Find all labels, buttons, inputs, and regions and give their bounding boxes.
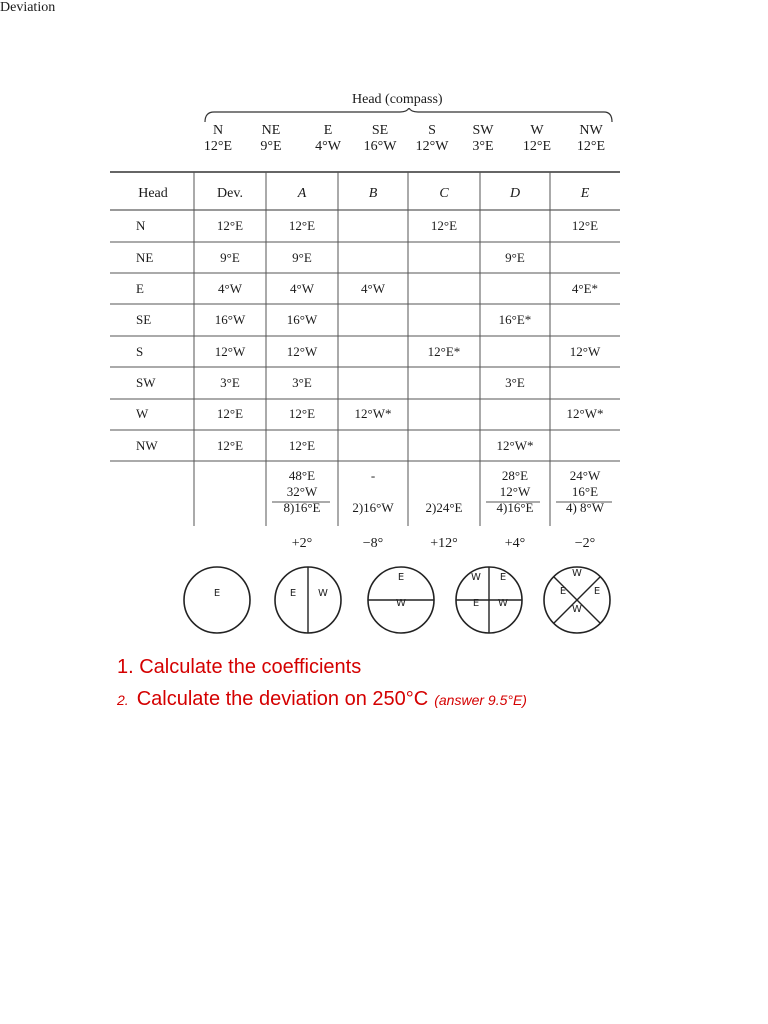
header-direction: W bbox=[530, 123, 544, 138]
diagram-label: E bbox=[499, 572, 507, 583]
header-direction: NW bbox=[579, 123, 603, 138]
column-header: C bbox=[439, 186, 449, 201]
header-deviation-value: 16°W bbox=[363, 139, 397, 154]
question-2 bbox=[117, 688, 527, 711]
diagram-label: W bbox=[396, 598, 406, 609]
header-deviation-value: 3°E bbox=[472, 139, 494, 154]
diagram-label: E bbox=[397, 572, 405, 583]
table-cell: 16°W bbox=[286, 312, 318, 327]
header-direction: N bbox=[212, 123, 224, 138]
table-cell: 12°E bbox=[571, 218, 599, 233]
column-header: A bbox=[297, 186, 307, 201]
table-cell: 12°E bbox=[216, 406, 244, 421]
header-direction: S bbox=[428, 123, 436, 138]
column-sum: 28°E bbox=[501, 468, 529, 483]
diagram-label: E bbox=[472, 598, 480, 609]
row-head: NE bbox=[136, 250, 154, 265]
diagram-label: W bbox=[572, 604, 582, 615]
header-direction: NE bbox=[261, 123, 281, 138]
table-cell: 12°E bbox=[288, 406, 316, 421]
coefficient: +2° bbox=[291, 536, 313, 551]
column-sum: 2)16°W bbox=[352, 500, 394, 515]
header-deviation-value: 4°W bbox=[315, 139, 341, 154]
row-head: N bbox=[136, 218, 146, 233]
table-cell: 4°W bbox=[218, 281, 242, 296]
row-head: SE bbox=[136, 312, 152, 327]
question-1: 1. Calculate the coefficients bbox=[117, 656, 362, 678]
column-sum: 48°E bbox=[288, 468, 316, 483]
header-deviation-value: 12°E bbox=[576, 139, 606, 154]
table-cell: 12°W* bbox=[496, 438, 534, 453]
column-sum: 24°W bbox=[569, 468, 601, 483]
column-header: Dev. bbox=[217, 186, 243, 201]
diagram-strip bbox=[0, 560, 768, 640]
table-cell: 9°E bbox=[292, 250, 312, 265]
deviation-label: Deviation bbox=[0, 0, 56, 15]
coefficient: −2° bbox=[574, 536, 596, 551]
table-cell: 12°W* bbox=[354, 406, 392, 421]
table-cell: 12°E bbox=[216, 218, 244, 233]
column-header: E bbox=[580, 186, 590, 201]
table-cell: 3°E bbox=[505, 375, 525, 390]
column-header: B bbox=[368, 186, 378, 201]
column-header: Head bbox=[138, 186, 168, 201]
coefficient: −8° bbox=[362, 536, 384, 551]
diagram-label: W bbox=[318, 588, 328, 599]
row-head: S bbox=[136, 344, 144, 359]
column-sum: 4)16°E bbox=[496, 500, 534, 515]
question-2-number: 2. bbox=[117, 692, 129, 708]
column-sum: 32°W bbox=[286, 484, 318, 499]
column-sum: 4) 8°W bbox=[565, 500, 605, 515]
diagram-label: E bbox=[593, 586, 601, 597]
table-cell: 16°W bbox=[214, 312, 246, 327]
header-direction: E bbox=[323, 123, 333, 138]
table-cell: 4°W bbox=[290, 281, 314, 296]
row-head: E bbox=[136, 281, 144, 296]
table-cell: 12°W* bbox=[566, 406, 604, 421]
column-sum: 16°E bbox=[571, 484, 599, 499]
row-head: NW bbox=[136, 438, 158, 453]
diagram-label: W bbox=[471, 572, 481, 583]
diagram-circle-1 bbox=[184, 567, 250, 633]
table-cell: 9°E bbox=[505, 250, 525, 265]
table-cell: 4°E* bbox=[571, 281, 599, 296]
table-cell: 12°W bbox=[569, 344, 601, 359]
header-deviation-value: 12°W bbox=[415, 139, 449, 154]
table-cell: 4°W bbox=[361, 281, 385, 296]
question-2-text: Calculate the deviation on 250°C bbox=[136, 688, 429, 710]
column-header: D bbox=[509, 186, 521, 201]
table-cell: 12°W bbox=[214, 344, 246, 359]
table-cell: 12°E bbox=[288, 218, 316, 233]
header-deviation-value: 9°E bbox=[260, 139, 282, 154]
row-head: W bbox=[136, 406, 149, 421]
table-cell: 9°E bbox=[220, 250, 240, 265]
diagram-label: W bbox=[498, 598, 508, 609]
table-cell: 3°E bbox=[220, 375, 240, 390]
diagram-label: E bbox=[559, 586, 567, 597]
question-2-answer: (answer 9.5°E) bbox=[434, 692, 527, 708]
table-cell: 16°E* bbox=[498, 312, 532, 327]
diagram-label: W bbox=[572, 568, 582, 579]
column-sum: 12°W bbox=[499, 484, 531, 499]
header-deviation-value: 12°E bbox=[522, 139, 552, 154]
diagram-label: E bbox=[213, 588, 221, 599]
header-deviation-value: 12°E bbox=[203, 139, 233, 154]
table-cell: 12°E* bbox=[427, 344, 461, 359]
column-sum: 8)16°E bbox=[283, 500, 321, 515]
coefficient: +4° bbox=[504, 536, 526, 551]
table-cell: 12°W bbox=[286, 344, 318, 359]
coefficient: +12° bbox=[430, 536, 458, 551]
table-cell: 12°E bbox=[430, 218, 458, 233]
table-cell: 12°E bbox=[288, 438, 316, 453]
row-head: SW bbox=[136, 375, 156, 390]
header-direction: SW bbox=[472, 123, 494, 138]
header-direction: SE bbox=[371, 123, 389, 138]
table-cell: 3°E bbox=[292, 375, 312, 390]
diagram-label: E bbox=[289, 588, 297, 599]
header-title: Head (compass) bbox=[352, 92, 443, 107]
table-cell: 12°E bbox=[216, 438, 244, 453]
column-sum: 2)24°E bbox=[425, 500, 463, 515]
column-sum: - bbox=[370, 468, 376, 483]
